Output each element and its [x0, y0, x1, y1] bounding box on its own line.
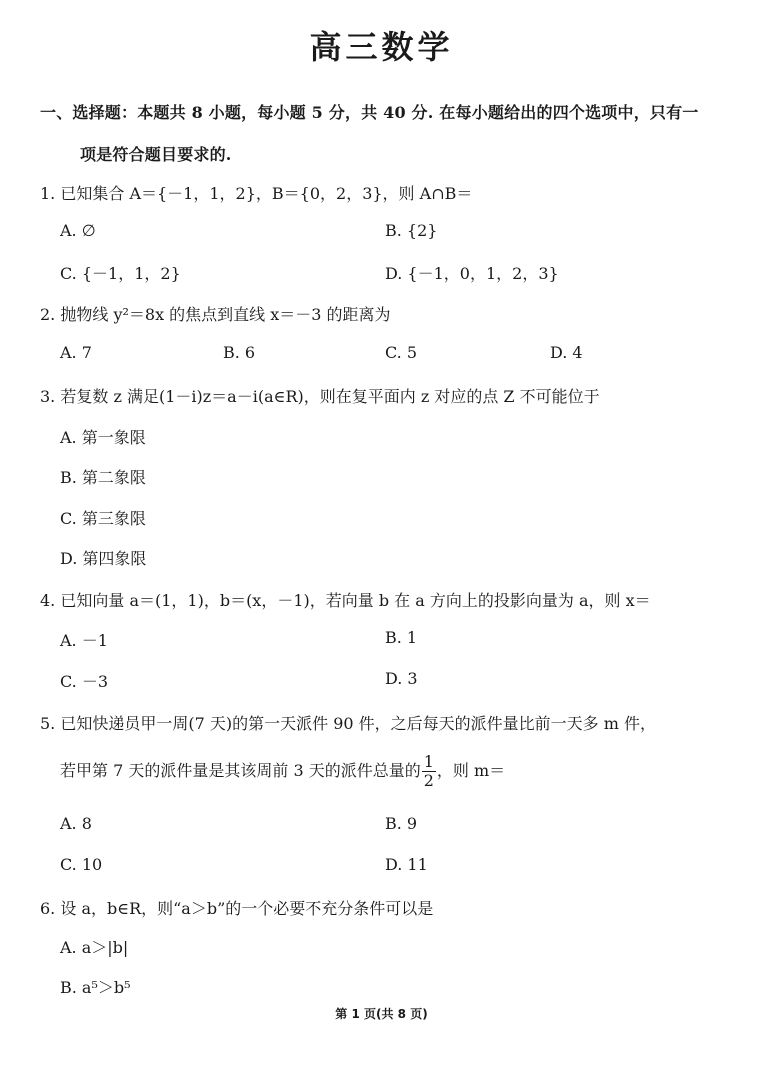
question-1-option-a: A. ∅	[60, 221, 96, 240]
section-heading-line1: 一、选择题：本题共 8 小题，每小题 5 分，共 40 分. 在每小题给出的四个选项中，只有一	[40, 103, 699, 122]
question-6-option-b: B. a⁵＞b⁵	[60, 978, 131, 997]
question-5-stem: 5. 已知快递员甲一周(7 天)的第一天派件 90 件，之后每天的派件量比前一天多 m 件，	[40, 714, 656, 733]
question-2-stem: 2. 抛物线 y²＝8x 的焦点到直线 x＝－3 的距离为	[40, 305, 391, 324]
question-3-option-b: B. 第二象限	[60, 468, 146, 487]
question-3-option-d: D. 第四象限	[60, 549, 147, 568]
question-4-option-d: D. 3	[385, 669, 418, 688]
fraction-one-half	[422, 753, 436, 790]
question-5-text-after-fraction: ，则 m＝	[436, 761, 506, 780]
question-3-stem: 3. 若复数 z 满足(1－i)z＝a－i(a∈R)，则在复平面内 z 对应的点 Z 不可能位于	[40, 387, 600, 406]
question-2-option-a: A. 7	[60, 343, 92, 362]
question-4-stem: 4. 已知向量 a＝(1，1)，b＝(x，－1)，若向量 b 在 a 方向上的投影向量为 a，则 x＝	[40, 591, 651, 610]
question-1-stem: 1. 已知集合 A＝{－1，1，2}，B＝{0，2，3}，则 A∩B＝	[40, 184, 473, 203]
question-1-option-c: C. {－1，1，2}	[60, 264, 181, 283]
question-4-option-a: A. －1	[60, 631, 108, 650]
question-3-option-c: C. 第三象限	[60, 509, 146, 528]
question-2-option-b: B. 6	[223, 343, 256, 362]
page-footer: 第 1 页(共 8 页)	[335, 1007, 428, 1021]
question-2-option-d: D. 4	[550, 343, 583, 362]
question-5-stem-line2	[60, 753, 505, 790]
question-1-option-d: D. {－1，0，1，2，3}	[385, 264, 559, 283]
question-5-option-a: A. 8	[60, 814, 92, 833]
fraction-denominator: 2	[423, 771, 434, 790]
question-2-option-c: C. 5	[385, 343, 418, 362]
question-4-option-c: C. －3	[60, 672, 109, 691]
question-1-option-b: B. {2}	[385, 221, 438, 240]
question-6-stem: 6. 设 a，b∈R，则“a＞b”的一个必要不充分条件可以是	[40, 899, 434, 918]
question-6-option-a: A. a＞|b|	[60, 938, 129, 957]
question-5-option-c: C. 10	[60, 855, 103, 874]
question-5-option-b: B. 9	[385, 814, 418, 833]
question-3-option-a: A. 第一象限	[60, 428, 146, 447]
question-5-text-before-fraction: 若甲第 7 天的派件量是其该周前 3 天的派件总量的	[60, 761, 421, 780]
page-title: 高三数学	[309, 28, 454, 66]
question-5-option-d: D. 11	[385, 855, 428, 874]
question-4-option-b: B. 1	[385, 628, 418, 647]
fraction-numerator: 1	[423, 752, 434, 771]
section-heading-line2: 项是符合题目要求的.	[80, 145, 232, 164]
